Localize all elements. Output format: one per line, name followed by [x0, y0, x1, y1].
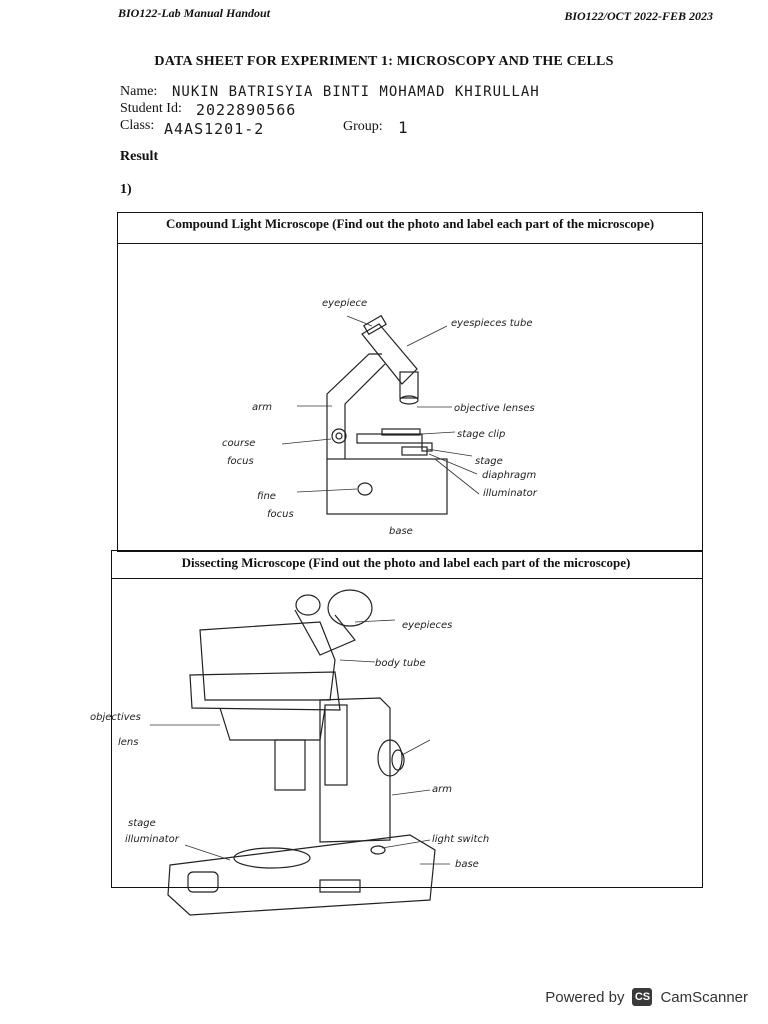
label-diaphragm: diaphragm [482, 470, 537, 481]
dissecting-heading: Dissecting Microscope (Find out the photo and label each part of the microscope) [181, 555, 631, 570]
name-value: NUKIN BATRISYIA BINTI MOHAMAD KHIRULLAH [172, 84, 540, 100]
label-lens: lens [118, 737, 139, 748]
class-value: A4AS1201-2 [164, 120, 265, 138]
label-stage: stage [128, 818, 156, 829]
label-base: base [389, 526, 413, 537]
label-fine: fine [257, 491, 276, 502]
dissecting-header-divider [111, 578, 703, 579]
header-left: BIO122-Lab Manual Handout [118, 6, 271, 20]
student-id-label: Student Id: [120, 101, 182, 116]
camscanner-brand: CamScanner [660, 988, 748, 1006]
label-eyepiece: eyepiece [322, 298, 368, 309]
result-label: Result [120, 149, 159, 164]
label-fine-focus: focus [267, 509, 294, 520]
label-eyepiece-tube: eyespieces tube [451, 318, 533, 329]
label-arm: arm [252, 402, 272, 413]
powered-by-text: Powered by [545, 988, 625, 1006]
camscanner-logo-icon: CS [632, 988, 652, 1006]
header-right: BIO122/OCT 2022-FEB 2023 [564, 9, 713, 23]
label-stage: stage [475, 456, 503, 467]
label-illuminator: illuminator [125, 834, 179, 845]
compound-microscope-drawing [117, 244, 701, 550]
label-eyepieces: eyepieces [402, 620, 453, 631]
class-label: Class: [120, 118, 155, 133]
label-light-switch: light switch [432, 834, 490, 845]
camscanner-watermark [545, 988, 748, 1006]
question-number: 1) [120, 182, 132, 197]
page-title: DATA SHEET FOR EXPERIMENT 1: MICROSCOPY AND THE CELLS [154, 54, 614, 69]
label-arm: arm [432, 784, 452, 795]
compound-heading: Compound Light Microscope (Find out the photo and label each part of the microscope) [165, 216, 655, 231]
name-label: Name: [120, 84, 158, 99]
student-id-value: 2022890566 [196, 101, 297, 119]
label-coarse: course [222, 438, 256, 449]
label-objectives: objectives [90, 712, 141, 723]
label-illuminator: illuminator [483, 488, 537, 499]
label-base: base [455, 859, 479, 870]
label-objective: objective lenses [454, 403, 535, 414]
label-stage-clip: stage clip [457, 429, 506, 440]
label-coarse-focus: focus [227, 456, 254, 467]
group-label: Group: [343, 119, 383, 134]
label-body-tube: body tube [375, 658, 426, 669]
dissecting-microscope-drawing [80, 580, 720, 920]
group-value: 1 [398, 118, 409, 137]
